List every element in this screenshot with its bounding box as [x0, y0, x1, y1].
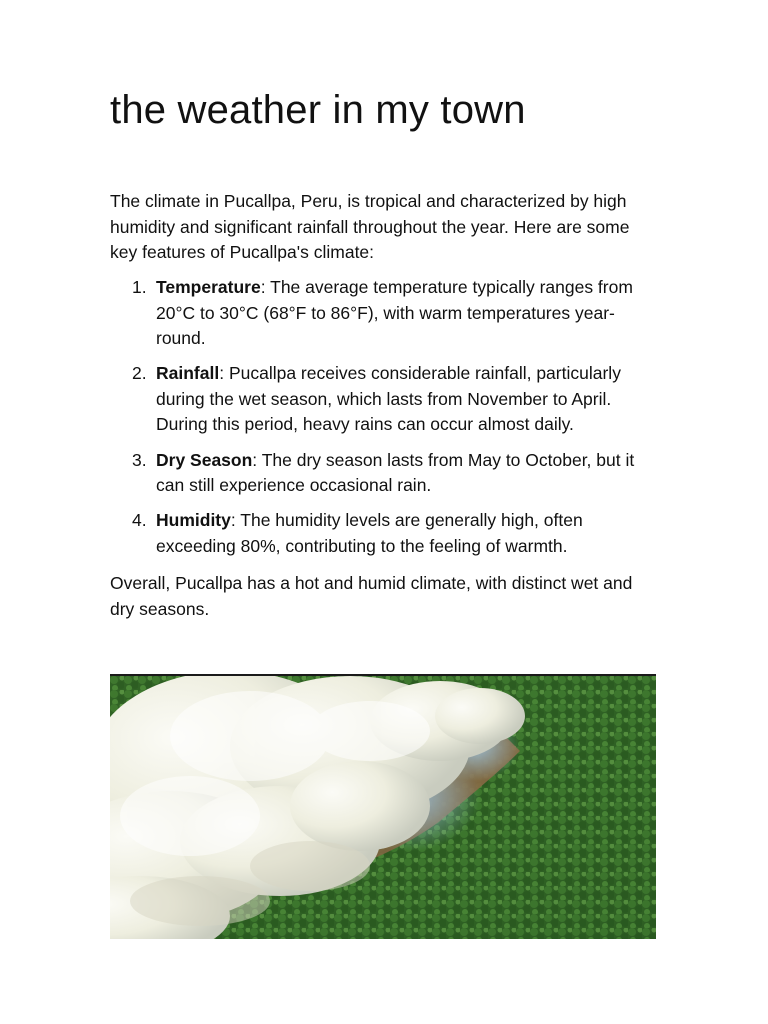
document-title: the weather in my town — [110, 88, 526, 132]
feature-text: : The dry season lasts from May to October, but it can still experience occasional rain. — [156, 449, 635, 496]
feature-text: : The average temperature typically ranges from 20°C to 30°C (68°F to 86°F), with warm temperatures year-round. — [156, 277, 633, 349]
list-number: 3. — [132, 449, 147, 470]
feature-term: Dry Season — [156, 449, 253, 470]
list-number: 1. — [132, 277, 147, 297]
intro-paragraph: The climate in Pucallpa, Peru, is tropical and characterized by high humidity and significant rainfall throughout the year. Here are some key features of Pucallpa's climate: — [110, 191, 630, 263]
forest-smoke-photo — [110, 674, 656, 939]
feature-text: : Pucallpa receives considerable rainfall, particularly during the wet season, which lasts from November to April. During this period, heavy rains can occur almost daily. — [156, 363, 621, 435]
list-number: 2. — [132, 363, 147, 384]
forest-smoke-illustration — [110, 676, 656, 939]
list-number: 4. — [132, 510, 147, 531]
feature-text: : The humidity levels are generally high, often exceeding 80%, contributing to the feeling of warmth. — [156, 510, 583, 556]
climate-features-list — [110, 275, 660, 569]
feature-term: Humidity — [156, 510, 231, 531]
conclusion-paragraph: Overall, Pucallpa has a hot and humid climate, with distinct wet and dry seasons. — [110, 573, 633, 619]
list-item-dry-season — [110, 448, 660, 499]
feature-term: Temperature — [156, 277, 261, 297]
list-item-humidity — [110, 508, 660, 559]
feature-term: Rainfall — [156, 363, 220, 384]
list-item-rainfall — [110, 361, 660, 438]
list-item-temperature — [110, 275, 660, 352]
